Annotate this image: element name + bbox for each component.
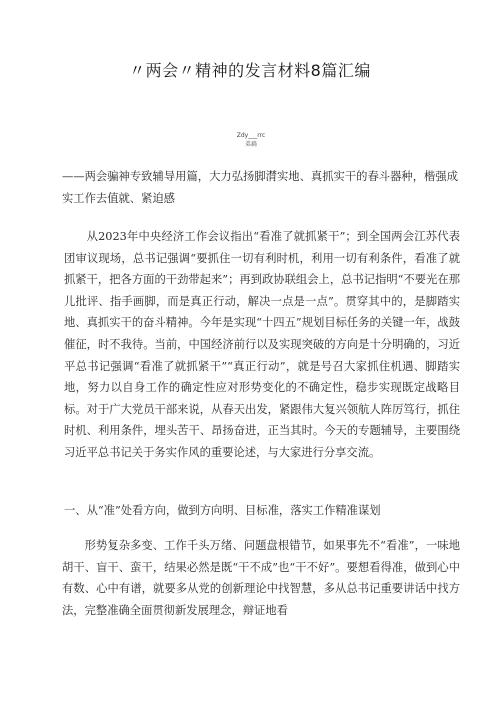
intro-paragraph: ——两会骗神专致辅导用篇，大力弘扬脚潸实地、真抓实干的春斗器种，楷强成实工作去值就、紧迫感 [62,170,458,205]
body-paragraph-1: 从2023年中央经济工作会议指出“看准了就抓紧干”；到全国两会江苏代表团审议现场，总书记强调“要抓住一切有利时机，利用一切有利条件，看准了就抓紧干，把各方面的干劲带起来”；再到政协联组会上，总书记指明“不要光在那儿批评、指手画脚，而是真正行动，解决一点是一点”。贯穿其中的，是脚踏实地、真抓实干的奋斗精神。今年是实现“十四五”规划目标任务的关键一年，战鼓催征，时不我待。当前，中国经济前行以及实现突破的方向是十分明确的，习近平总书记强调“看准了就抓紧干”“真正行动”，就是号召大家抓住机遇、脚踏实地，努力以自身工作的确定性应对形势变化的不确定性，稳步实现既定战略目标。对于广大党员干部来说，从春天出发，紧跟伟大复兴领航人阵厉笃行，抓住时机、利用条件，埋头苦干、昂扬奋进，正当其时。今天的专题辅导，主要围绕习近平总书记关于务实作风的重要论述，与大家进行分享交流。 [64,230,460,459]
stamp-line-1: Zdy___rrc [236,132,266,139]
document-title: 〃两会〃精神的发言材料8篇汇编 [129,61,371,80]
seal-stamp [234,131,268,149]
section-heading-1: 一、从“准”处看方向，做到方向明、目标准，落实工作精准谋划 [64,504,381,517]
body-paragraph-2: 形势复杂多变、工作千头万绪、问题盘根错节，如果事先不“看准”，一味地胡干、盲干、蛮干，结果必然是既“干不成”也“干不好”。要想看得准，做到心中有数、心中有谱，就要多从党的创新理论中找智慧，多从总书记重要讲话中找方法，完整准确全面贯彻新发展理念，辩证地看 [62,539,460,617]
stamp-line-2: 弟扁 [244,141,257,148]
